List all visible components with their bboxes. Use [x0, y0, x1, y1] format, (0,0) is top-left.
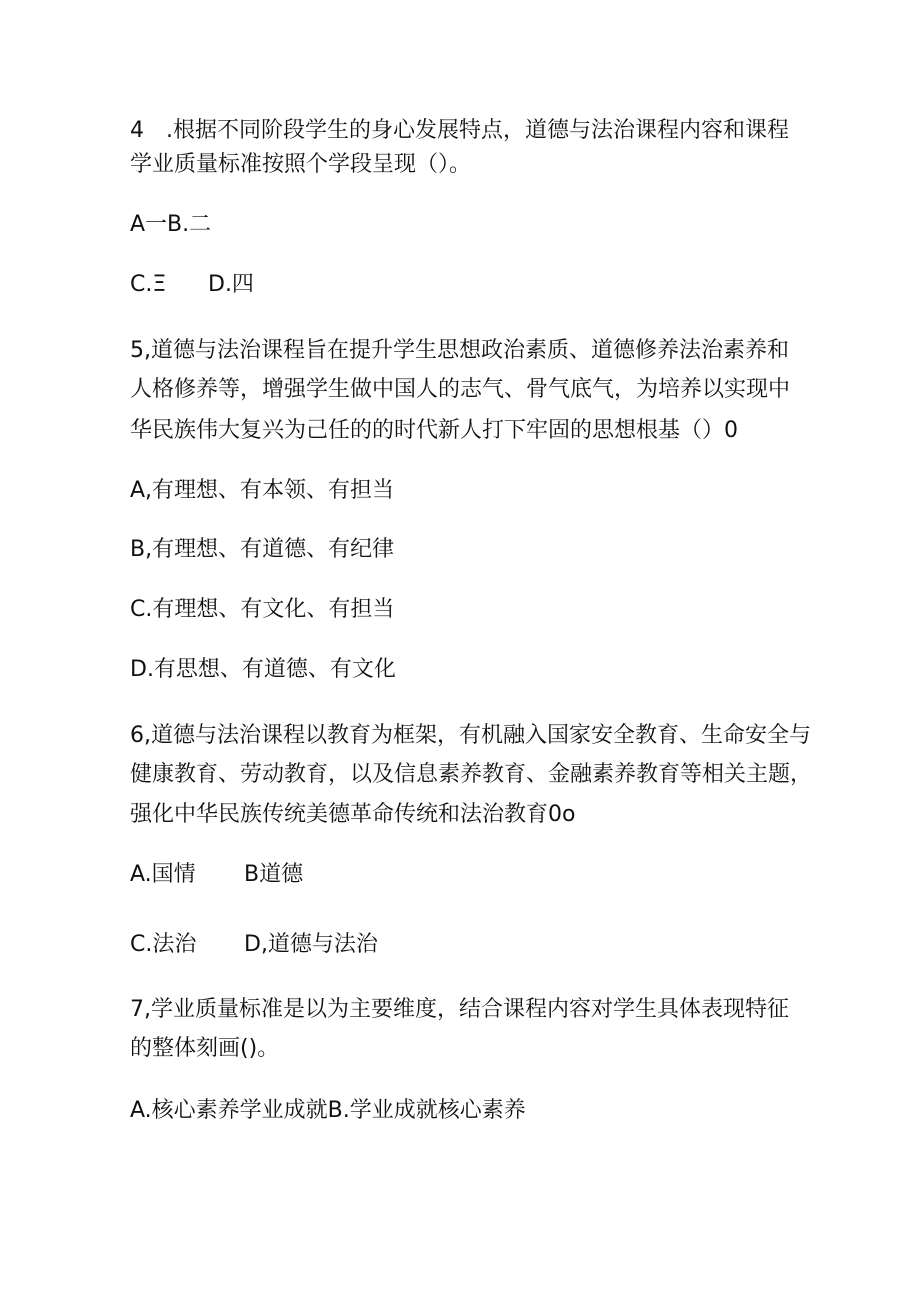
question-5-option-d: D.有思想、有道德、有文化: [130, 657, 396, 682]
question-6-option-b: B道德: [244, 862, 304, 887]
question-7-option-ab: A.核心素养学业成就B.学业成就核心素养: [130, 1098, 526, 1123]
question-6-option-c: C.法治: [130, 932, 197, 957]
question-4-option-d: D.四: [208, 272, 254, 297]
question-6-option-d: D,道德与法治: [244, 932, 378, 957]
question-4-line-1: 4 .根据不同阶段学生的身心发展特点，道德与法治课程内容和课程: [130, 118, 789, 143]
question-5-option-a: A,有理想、有本领、有担当: [130, 478, 395, 503]
question-6-line-3: 强化中华民族传统美德革命传统和法治教育0o: [130, 802, 576, 827]
question-6-options-ab: [130, 860, 303, 890]
question-4-options-cd: [130, 270, 254, 300]
question-5-line-2: 人格修养等，增强学生做中国人的志气、骨气底气，为培养以实现中: [130, 377, 791, 402]
question-5-option-b: B,有理想、有道德、有纪律: [130, 537, 395, 562]
question-6-options-cd: [130, 930, 378, 960]
question-4-line-2: 学业质量标准按照个学段呈现（）。: [130, 152, 472, 177]
question-4-option-c: C.Ξ: [130, 272, 167, 297]
question-5-line-3: 华民族伟大复兴为己任的的时代新人打下牢固的思想根基（）0: [130, 418, 738, 443]
question-6-line-2: 健康教育、劳动教育，以及信息素养教育、金融素养教育等相关主题，: [130, 762, 813, 787]
question-6-option-a: A.国情: [130, 862, 196, 887]
question-7-line-1: 7,学业质量标准是以为主要维度，结合课程内容对学生具体表现特征: [130, 997, 789, 1022]
question-7-line-2: 的整体刻画()。: [130, 1036, 280, 1061]
question-6-line-1: 6,道德与法治课程以教育为框架，有机融入国家安全教育、生命安全与: [130, 723, 811, 748]
question-4-option-ab: A一B.二: [130, 212, 212, 237]
question-5-option-c: C.有理想、有文化、有担当: [130, 597, 395, 622]
question-5-line-1: 5,道德与法治课程旨在提升学生思想政治素质、道德修养法治素养和: [130, 338, 789, 363]
